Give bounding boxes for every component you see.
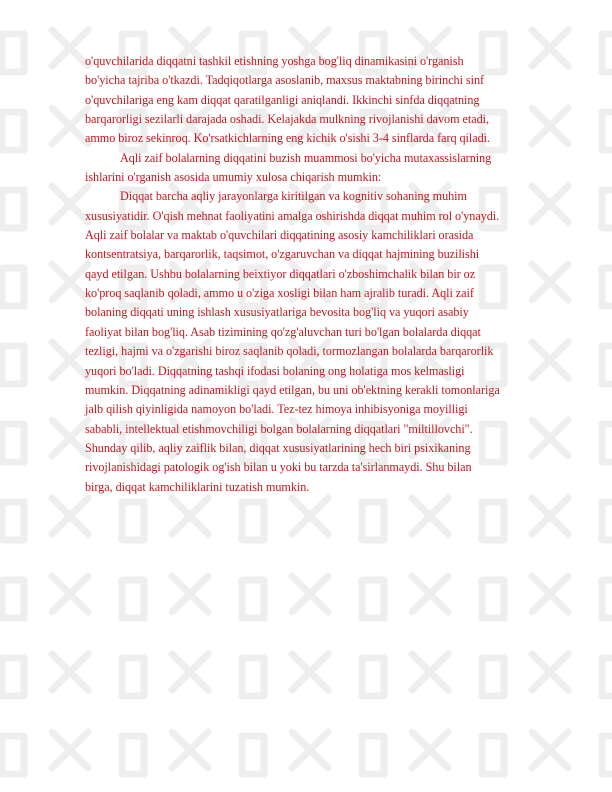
text-line: Aqli zaif bolalarning diqqatini buzish muammosi bo'yicha mutaxassislarning [120,150,492,165]
text-line: sababli, intellektual etishmovchiligi bolgan bolalarning diqqatlari "miltillovchi". [85,421,473,436]
text-line: bo'yicha tajriba o'tkazdi. Tadqiqotlarga asoslanib, maxsus maktabning birinchi sinf [85,73,485,88]
text-line: o'quvchilariga eng kam diqqat qaratilganligi aniqlandi. Ikkinchi sinfda diqqatning [85,92,480,107]
text-line: yuqori bo'ladi. Diqqatning tashqi ifodasi bolaning ong holatiga mos kelmasligi [85,363,465,378]
text-line: Diqqat barcha aqliy jarayonlarga kiritilgan va kognitiv sohaning muhim [120,189,467,204]
text-line: rivojlanishidagi patologik og'ish bilan u yoki bu tarzda ta'sirlanmaydi. Shu bilan [85,460,472,475]
text-line: ko'proq saqlanib qoladi, ammo u o'ziga xosligi bilan ham ajralib turadi. Aqli zaif [85,286,474,301]
paragraph-attention-details [85,187,575,497]
document-body [85,52,575,497]
text-line: Shunday qilib, aqliy zaiflik bilan, diqqat xususiyatlarining hech biri psixikaning [85,440,471,455]
text-line: tezligi, hajmi va o'zgarishi biroz saqlanib qoladi, tormozlangan bolalarda barqarorlik [85,344,494,359]
paragraph-intro [85,52,575,149]
text-line: jalb qilish qiyinligida namoyon bo'ladi. Tez-tez himoya inhibisyoniga moyilligi [85,402,468,417]
text-line: Aqli zaif bolalar va maktab o'quvchilari diqqatining asosiy kamchiliklari orasida [85,228,474,243]
text-line: faoliyat bilan bog'liq. Asab tizimining qo'zg'aluvchan turi bo'lgan bolalarda diqqat [85,324,481,339]
text-line: mumkin. Diqqatning adinamikligi qayd etilgan, bu uni ob'ektning kerakli tomonlariga [85,382,500,397]
text-line: ammo biroz sekinroq. Ko'rsatkichlarning eng kichik o'sishi 3-4 sinflarda farq qiladi. [85,131,490,146]
text-line: qayd etilgan. Ushbu bolalarning beixtiyor diqqatlari o'zboshimchalik bilan bir oz [85,266,476,281]
text-line: bolaning diqqati uning ishlash xususiyatlariga bevosita bog'liq va yuqori asabiy [85,305,469,320]
text-line: xususiyatidir. O'qish mehnat faoliyatini amalga oshirishda diqqat muhim rol o'ynaydi. [85,208,500,223]
text-line: barqarorligi sezilarli darajada oshadi. Kelajakda mulkning rivojlanishi davom etadi, [85,112,489,127]
text-line: kontsentratsiya, barqarorlik, taqsimot, o'zgaruvchan va diqqat hajmining buzilishi [85,247,480,262]
text-line: ishlarini o'rganish asosida umumiy xulosa chiqarish mumkin: [85,170,382,185]
text-line: o'quvchilarida diqqatni tashkil etishning yoshga bog'liq dinamikasini o'rganish [85,54,464,68]
paragraph-conclusion-intro [85,149,575,188]
text-line: birga, diqqat kamchiliklarini tuzatish mumkin. [85,479,310,494]
